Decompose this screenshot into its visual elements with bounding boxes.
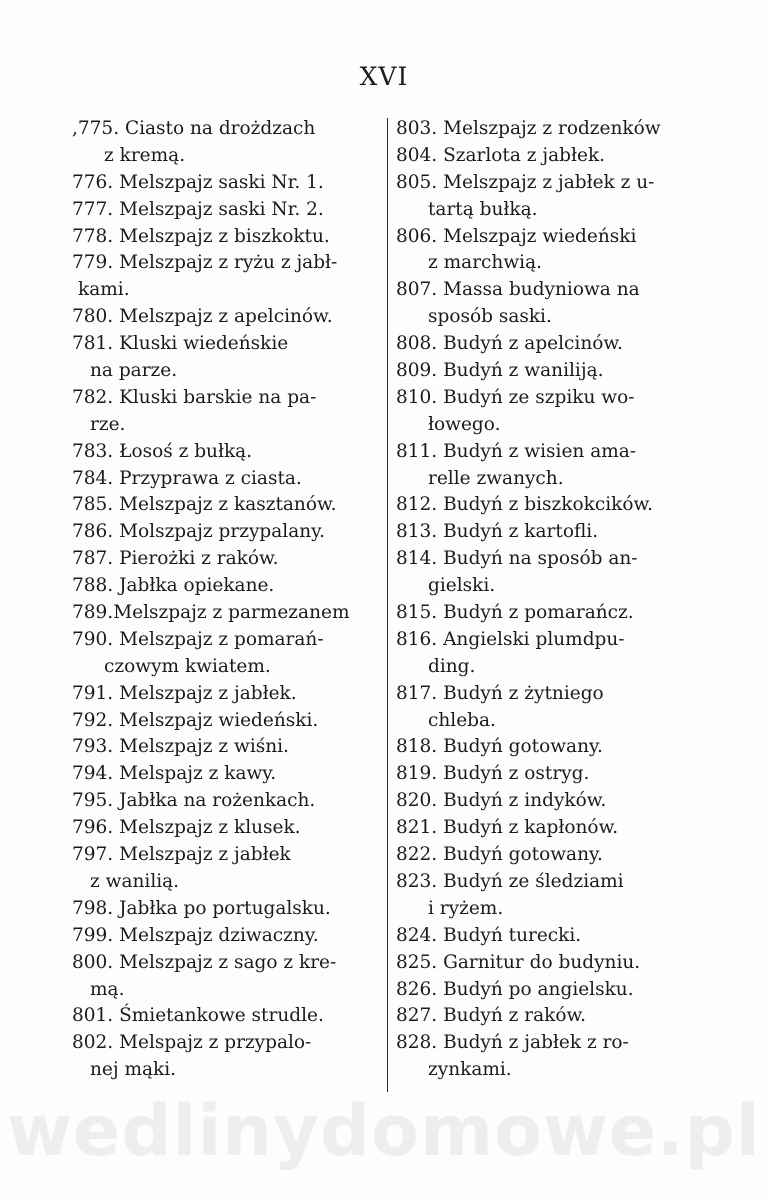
index-entry-line: 799. Melszpajz dziwaczny. xyxy=(72,924,319,946)
index-entry-line: 778. Melszpajz z biszkoktu. xyxy=(72,225,330,247)
index-entry-line: ,775. Ciasto na drożdzach xyxy=(72,118,316,139)
index-entry-line: 780. Melszpajz z apelcinów. xyxy=(72,306,333,328)
index-entry-line: 791. Melszpajz z jabłek. xyxy=(72,682,297,704)
index-entry-line: relle zwanych. xyxy=(428,467,564,489)
index-entry-line: nej mąki. xyxy=(90,1059,177,1081)
index-entry-line: 817. Budyń z żytniego xyxy=(396,682,604,704)
index-entry-line: 815. Budyń z pomarańcz. xyxy=(396,602,634,624)
index-entry-line: chleba. xyxy=(428,709,496,731)
index-column-right xyxy=(396,116,706,1084)
index-entry-line: na parze. xyxy=(90,360,178,382)
index-entry-line: 782. Kluski barskie na pa- xyxy=(72,386,317,408)
index-entry-line: 776. Melszpajz saski Nr. 1. xyxy=(72,171,324,193)
column-divider xyxy=(387,118,388,1092)
index-entry-line: 793. Melszpajz z wiśni. xyxy=(72,736,289,758)
index-entry-line: tartą bułką. xyxy=(428,198,538,220)
page-number: XVI xyxy=(359,62,409,91)
index-entry-line: 796. Melszpajz z klusek. xyxy=(72,817,301,839)
index-entry-line: czowym kwiatem. xyxy=(104,655,271,677)
index-entry-line: 779. Melszpajz z ryżu z jabł- xyxy=(72,252,338,274)
index-entry-line: 811. Budyń z wisien ama- xyxy=(396,440,637,462)
index-entry-line: zynkami. xyxy=(428,1059,512,1081)
index-entry-line: 814. Budyń na sposób an- xyxy=(396,548,638,570)
index-entry-line: z wanilią. xyxy=(90,870,180,892)
index-entry-line: 785. Melszpajz z kasztanów. xyxy=(72,494,337,516)
index-entry-line: 819. Budyń z ostryg. xyxy=(396,763,590,785)
index-entry-line: mą. xyxy=(90,978,125,1000)
index-entry-line: 823. Budyń ze śledziami xyxy=(396,870,624,892)
index-entry-line: 808. Budyń z apelcinów. xyxy=(396,333,623,355)
index-entry-line: 810. Budyń ze szpiku wo- xyxy=(396,386,635,408)
index-entry-line: 824. Budyń turecki. xyxy=(396,924,582,946)
index-entry-line: 797. Melszpajz z jabłek xyxy=(72,844,291,866)
index-entry-line: 818. Budyń gotowany. xyxy=(396,736,603,758)
index-entry-line: 825. Garnitur do budyniu. xyxy=(396,951,641,973)
index-entry-line: 801. Śmietankowe strudle. xyxy=(72,1005,324,1027)
index-entry-line: z marchwią. xyxy=(428,252,542,274)
index-entry-line: 788. Jabłka opiekane. xyxy=(72,575,275,597)
index-entry-line: 820. Budyń z indyków. xyxy=(396,790,607,812)
index-entry-line: 784. Przyprawa z ciasta. xyxy=(72,467,302,489)
index-entry-line: 792. Melszpajz wiedeński. xyxy=(72,709,319,731)
index-entry-line: 804. Szarlota z jabłek. xyxy=(396,144,606,166)
index-entry-line: 781. Kluski wiedeńskie xyxy=(72,333,289,355)
index-entry-line: 800. Melszpajz z sago z kre- xyxy=(72,951,337,973)
index-entry-line: 812. Budyń z biszkokcików. xyxy=(396,494,654,516)
index-entry-line: 789.Melszpajz z parmezanem xyxy=(72,602,350,624)
index-entry-line: 795. Jabłka na rożenkach. xyxy=(72,790,316,812)
index-entry-line: kami. xyxy=(78,279,130,301)
index-entry-line: 805. Melszpajz z jabłek z u- xyxy=(396,171,655,193)
index-entry-line: 816. Angielski plumdpu- xyxy=(396,628,625,650)
index-entry-line: rze. xyxy=(90,413,126,435)
index-entry-line: 803. Melszpajz z rodzenków xyxy=(396,118,661,139)
index-entry-line: 807. Massa budyniowa na xyxy=(396,279,640,301)
index-column-left xyxy=(72,116,384,1084)
index-entry-line: gielski. xyxy=(428,575,496,597)
index-entry-line: 786. Molszpajz przypalany. xyxy=(72,521,326,543)
watermark: wedlinydomowe.pl xyxy=(7,1090,761,1172)
index-entry-line: sposób saski. xyxy=(428,306,552,328)
index-entry-line: 787. Pierożki z raków. xyxy=(72,548,279,570)
index-entry-line: 806. Melszpajz wiedeński xyxy=(396,225,637,247)
index-entry-line: 828. Budyń z jabłek z ro- xyxy=(396,1032,629,1054)
index-entry-line: 826. Budyń po angielsku. xyxy=(396,978,634,1000)
index-entry-line: 822. Budyń gotowany. xyxy=(396,844,603,866)
index-entry-line: 813. Budyń z kartofli. xyxy=(396,521,599,543)
index-entry-line: ding. xyxy=(428,655,476,677)
index-entry-line: 777. Melszpajz saski Nr. 2. xyxy=(72,198,324,220)
index-entry-line: 809. Budyń z waniliją. xyxy=(396,360,604,382)
index-entry-line: 790. Melszpajz z pomarań- xyxy=(72,628,324,650)
index-entry-line: 802. Melspajz z przypalo- xyxy=(72,1032,312,1054)
index-entry-line: 827. Budyń z raków. xyxy=(396,1005,587,1027)
index-entry-line: i ryżem. xyxy=(428,897,504,919)
index-entry-line: 798. Jabłka po portugalsku. xyxy=(72,897,331,919)
index-entry-line: 783. Łosoś z bułką. xyxy=(72,440,253,462)
index-entry-line: 794. Melspajz z kawy. xyxy=(72,763,277,785)
index-entry-line: łowego. xyxy=(428,413,501,435)
index-entry-line: z kremą. xyxy=(104,144,186,166)
index-entry-line: 821. Budyń z kapłonów. xyxy=(396,817,619,839)
